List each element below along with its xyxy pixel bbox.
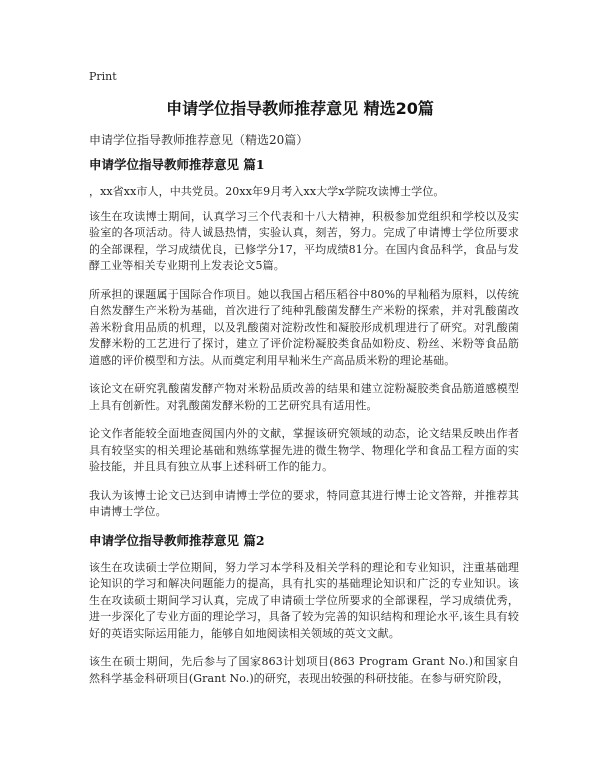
paragraph: 该生在攻读硕士学位期间，努力学习本学科及相关学科的理论和专业知识，注重基础理论知识的学习和解决问题能力的提高，具有扎实的基础理论知识和广泛的专业知识。该生在攻读硕士期间学习认真，完成了申请硕士学位所要求的全部课程，学习成绩优秀，进一步深化了专业方面的理论学习，具备了较为完善的知识结构和理论水平,该生具有较好的英语实际运用能力，能够自如地阅读相关领域的英文文献。 [89, 560, 519, 640]
section-heading-2: 申请学位指导教师推荐意见 篇2 [89, 532, 265, 548]
document-subtitle: 申请学位指导教师推荐意见（精选20篇） [89, 133, 309, 147]
paragraph: 该生在硕士期间，先后参与了国家863计划项目(863 Program Grant No.)和国家自然科学基金科研项目(Grant No.)的研究，表现出较强的科研技能。在参与研究阶段， [89, 655, 519, 685]
paragraph: 该论文在研究乳酸菌发酵产物对米粉品质改善的结果和建立淀粉凝胶类食品筋道感模型上具有创新性。对乳酸菌发酵米粉的工艺研究具有适用性。 [89, 382, 519, 412]
paragraph: ，xx省xx市人，中共党员。20xx年9月考入xx大学x学院攻读博士学位。 [89, 185, 445, 198]
page-title: 申请学位指导教师推荐意见 精选20篇 [166, 99, 434, 118]
paragraph: 该生在攻读博士期间，认真学习三个代表和十八大精神，积极参加党组织和学校以及实验室的各项活动。待人诚恳热情，实验认真，刻苦，努力。完成了申请博士学位所要求的全部课程，学习成绩优良，已修学分17，平均成绩81分。在国内食品科学，食品与发酵工业等相关专业期刊上发表论文5篇。 [89, 209, 519, 272]
paragraph: 论文作者能较全面地查阅国内外的文献，掌握该研究领域的动态，论文结果反映出作者具有较坚实的相关理论基础和熟练掌握先进的微生物学、物理化学和食品工程方面的实验技能，并且具有独立从事上述科研工作的能力。 [89, 427, 519, 473]
paragraph: 我认为该博士论文已达到申请博士学位的要求，特同意其进行博士论文答辩，并推荐其申请博士学位。 [89, 488, 519, 518]
document-body [89, 157, 519, 699]
print-label[interactable]: Print [89, 70, 117, 83]
section-heading-1: 申请学位指导教师推荐意见 篇1 [89, 157, 265, 172]
paragraph: 所承担的课题属于国际合作项目。她以我国占稻压稻谷中80%的早籼稻为原料，以传统自然发酵生产米粉为基础，首次进行了纯种乳酸菌发酵生产米粉的探索，并对乳酸菌改善米粉食用品质的机理，以及乳酸菌对淀粉改性和凝胶形成机理进行了研究。对乳酸菌发酵米粉的工艺进行了探讨，建立了评价淀粉凝胶类食品如粉皮、粉丝、米粉等食品筋道感的评价模型和方法。从而奠定利用早籼米生产高品质米粉的理论基础。 [89, 287, 519, 367]
